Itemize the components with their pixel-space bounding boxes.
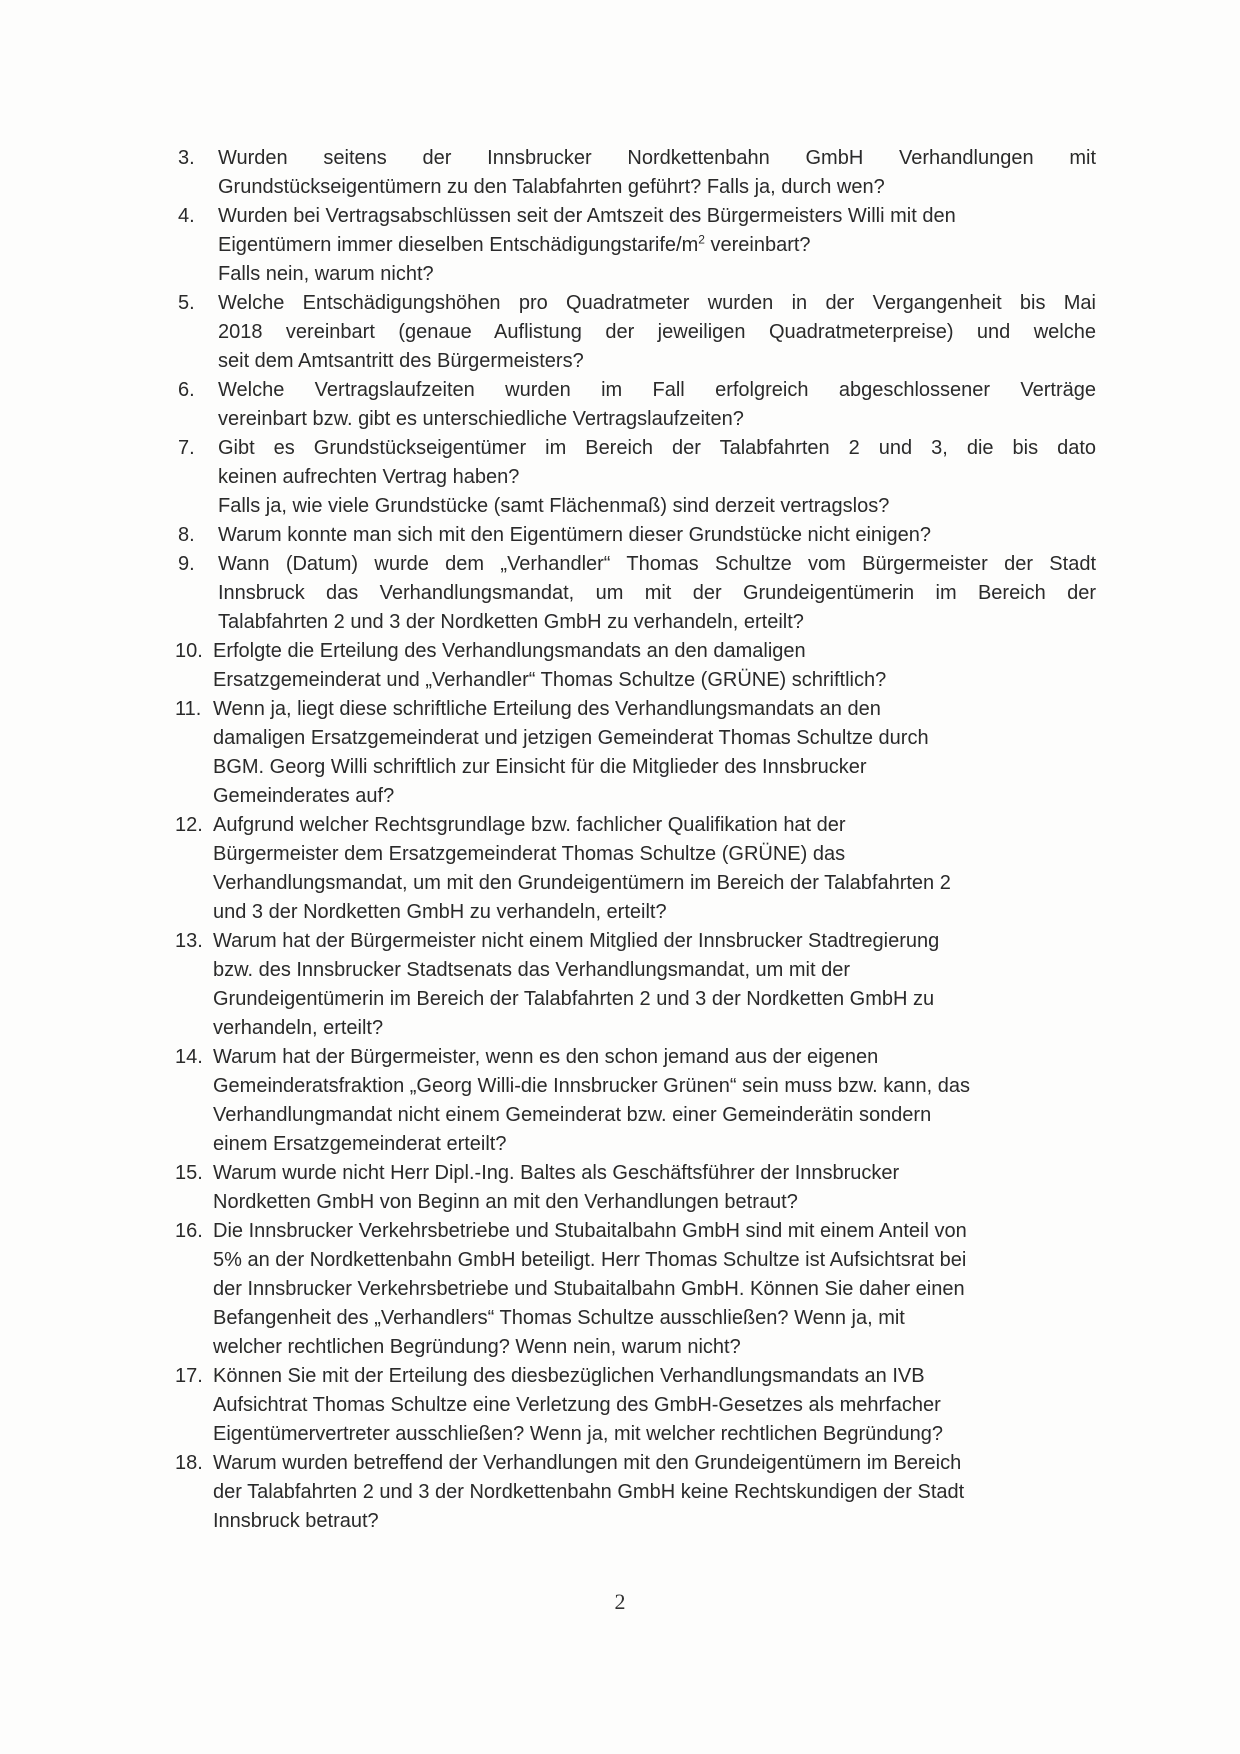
question-text: Können Sie mit der Erteilung des diesbezüglichen Verhandlungsmandats an IVB [213, 1365, 925, 1387]
question-number: 7. [178, 437, 195, 459]
question-text-line [213, 869, 1096, 898]
question-text-line [213, 1449, 1096, 1478]
question-text-line [213, 1275, 1096, 1304]
question-text: Aufsichtrat Thomas Schultze eine Verletzung des GmbH-Gesetzes als mehrfacher [213, 1394, 941, 1416]
question-text: Warum wurde nicht Herr Dipl.-Ing. Baltes als Geschäftsführer der Innsbrucker [213, 1162, 900, 1184]
question-number: 5. [178, 292, 195, 314]
question-item [178, 550, 1096, 637]
question-text: Nordketten GmbH von Beginn an mit den Verhandlungen betraut? [213, 1191, 798, 1213]
question-text: Gibt es Grundstückseigentümer im Bereich der Talabfahrten 2 und 3, die bis dato [218, 437, 1096, 459]
question-text-line [218, 231, 1096, 260]
question-text-line [213, 1391, 1096, 1420]
question-item [178, 521, 1096, 550]
question-text: bzw. des Innsbrucker Stadtsenats das Verhandlungsmandat, um mit der [213, 959, 851, 981]
question-text-line [213, 753, 1096, 782]
question-item [175, 1159, 1096, 1217]
question-text-line [218, 579, 1096, 608]
question-text-line [218, 289, 1096, 318]
question-text-line [213, 1478, 1096, 1507]
question-text-line [213, 1130, 1096, 1159]
question-text: Warum wurden betreffend der Verhandlungen mit den Grundeigentümern im Bereich [213, 1452, 962, 1474]
question-number: 9. [178, 553, 195, 575]
question-number: 12. [175, 814, 203, 836]
question-text-line [213, 1072, 1096, 1101]
question-list [175, 144, 1096, 1536]
question-text: Talabfahrten 2 und 3 der Nordketten GmbH zu verhandeln, erteilt? [218, 611, 804, 633]
question-number: 8. [178, 524, 195, 546]
question-text-line [213, 1101, 1096, 1130]
question-text: Verhandlungsmandat, um mit den Grundeigentümern im Bereich der Talabfahrten 2 [213, 872, 951, 894]
question-item [175, 927, 1096, 1043]
question-text-line [213, 956, 1096, 985]
question-text: 5% an der Nordkettenbahn GmbH beteiligt. Herr Thomas Schultze ist Aufsichtsrat bei [213, 1249, 967, 1271]
question-text: welcher rechtlichen Begründung? Wenn nein, warum nicht? [213, 1336, 741, 1358]
question-text-line [218, 608, 1096, 637]
question-text-line [218, 376, 1096, 405]
question-text: Bürgermeister dem Ersatzgemeinderat Thomas Schultze (GRÜNE) das [213, 843, 846, 865]
question-text: Wann (Datum) wurde dem „Verhandler“ Thomas Schultze vom Bürgermeister der Stadt [218, 553, 1096, 575]
question-number: 10. [175, 640, 203, 662]
question-item [178, 376, 1096, 434]
question-number: 6. [178, 379, 195, 401]
page-number: 2 [614, 1589, 626, 1614]
question-text: Wurden seitens der Innsbrucker Nordkettenbahn GmbH Verhandlungen mit [218, 147, 1096, 169]
question-number: 17. [175, 1365, 203, 1387]
question-text: vereinbart bzw. gibt es unterschiedliche Vertragslaufzeiten? [218, 408, 744, 430]
question-text: verhandeln, erteilt? [213, 1017, 384, 1039]
question-text: Welche Vertragslaufzeiten wurden im Fall erfolgreich abgeschlossener Verträge [218, 379, 1096, 401]
question-number: 14. [175, 1046, 203, 1068]
question-text-line [213, 1333, 1096, 1362]
question-text-line [213, 1217, 1096, 1246]
question-text-suffix: vereinbart? [704, 234, 811, 256]
question-number: 15. [175, 1162, 203, 1184]
question-text-line [213, 1507, 1096, 1536]
question-text-line [213, 637, 1096, 666]
question-item [175, 1362, 1096, 1449]
question-text: Befangenheit des „Verhandlers“ Thomas Schultze ausschließen? Wenn ja, mit [213, 1307, 905, 1329]
question-text-line [218, 173, 1096, 202]
question-text-line [213, 1362, 1096, 1391]
question-text-line [218, 347, 1096, 376]
question-text-line [213, 666, 1096, 695]
question-item [178, 289, 1096, 376]
question-text: Aufgrund welcher Rechtsgrundlage bzw. fachlicher Qualifikation hat der [213, 814, 846, 836]
question-text-line [218, 434, 1096, 463]
question-text: Falls nein, warum nicht? [218, 263, 434, 285]
question-text: BGM. Georg Willi schriftlich zur Einsicht für die Mitglieder des Innsbrucker [213, 756, 867, 778]
question-text-line [213, 782, 1096, 811]
question-text: Warum hat der Bürgermeister, wenn es den schon jemand aus der eigenen [213, 1046, 879, 1068]
question-item [175, 1449, 1096, 1536]
question-item [178, 202, 1096, 289]
question-number: 4. [178, 205, 195, 227]
question-text: einem Ersatzgemeinderat erteilt? [213, 1133, 507, 1155]
question-text-line [213, 898, 1096, 927]
question-item [175, 1043, 1096, 1159]
question-text: Innsbruck das Verhandlungsmandat, um mit der Grundeigentümerin im Bereich der [218, 582, 1096, 604]
question-text: und 3 der Nordketten GmbH zu verhandeln, erteilt? [213, 901, 667, 923]
question-text-line [218, 550, 1096, 579]
question-text: Gemeinderates auf? [213, 785, 395, 807]
question-text-line [213, 1043, 1096, 1072]
question-text: Wurden bei Vertragsabschlüssen seit der Amtszeit des Bürgermeisters Willi mit den [218, 205, 956, 227]
question-text: Grundeigentümerin im Bereich der Talabfahrten 2 und 3 der Nordketten GmbH zu [213, 988, 935, 1010]
question-text: keinen aufrechten Vertrag haben? [218, 466, 520, 488]
question-text-line [218, 521, 1096, 550]
question-text: Die Innsbrucker Verkehrsbetriebe und Stubaitalbahn GmbH sind mit einem Anteil von [213, 1220, 967, 1242]
question-text: Ersatzgemeinderat und „Verhandler“ Thomas Schultze (GRÜNE) schriftlich? [213, 669, 887, 691]
question-text-line [218, 492, 1096, 521]
question-number: 16. [175, 1220, 203, 1242]
question-text: der Innsbrucker Verkehrsbetriebe und Stubaitalbahn GmbH. Können Sie daher einen [213, 1278, 965, 1300]
question-text-line [218, 202, 1096, 231]
question-text-line [213, 1304, 1096, 1333]
question-item [175, 695, 1096, 811]
question-item [175, 1217, 1096, 1362]
question-text: Erfolgte die Erteilung des Verhandlungsmandats an den damaligen [213, 640, 806, 662]
question-number: 18. [175, 1452, 203, 1474]
question-text: Warum konnte man sich mit den Eigentümern dieser Grundstücke nicht einigen? [218, 524, 931, 546]
question-text: Welche Entschädigungshöhen pro Quadratmeter wurden in der Vergangenheit bis Mai [218, 292, 1096, 314]
question-text: der Talabfahrten 2 und 3 der Nordkettenbahn GmbH keine Rechtskundigen der Stadt [213, 1481, 965, 1503]
question-text: Eigentümern immer dieselben Entschädigungstarife/m [218, 234, 699, 256]
question-text: Warum hat der Bürgermeister nicht einem Mitglied der Innsbrucker Stadtregierung [213, 930, 940, 952]
question-text-line [213, 1246, 1096, 1275]
question-text-line [213, 1014, 1096, 1043]
question-item [178, 144, 1096, 202]
question-item [175, 811, 1096, 927]
question-text-line [213, 1420, 1096, 1449]
question-item [178, 434, 1096, 521]
superscript: 2 [698, 232, 705, 247]
question-text-line [213, 724, 1096, 753]
question-text: Wenn ja, liegt diese schriftliche Erteilung des Verhandlungsmandats an den [213, 698, 881, 720]
question-text: seit dem Amtsantritt des Bürgermeisters? [218, 350, 584, 372]
question-text: Falls ja, wie viele Grundstücke (samt Flächenmaß) sind derzeit vertragslos? [218, 495, 890, 517]
question-text-line [213, 1159, 1096, 1188]
question-text-line [213, 927, 1096, 956]
question-text-line [213, 1188, 1096, 1217]
question-text-line [218, 405, 1096, 434]
question-text: Verhandlungmandat nicht einem Gemeinderat bzw. einer Gemeinderätin sondern [213, 1104, 932, 1126]
question-text: Innsbruck betraut? [213, 1510, 379, 1532]
question-item [175, 637, 1096, 695]
question-text-line [213, 695, 1096, 724]
question-number: 3. [178, 147, 195, 169]
question-text-line [218, 144, 1096, 173]
question-text: damaligen Ersatzgemeinderat und jetzigen Gemeinderat Thomas Schultze durch [213, 727, 929, 749]
question-number: 13. [175, 930, 203, 952]
question-text: Grundstückseigentümern zu den Talabfahrten geführt? Falls ja, durch wen? [218, 176, 885, 198]
question-text-line [218, 318, 1096, 347]
question-number: 11. [175, 698, 202, 720]
question-text: 2018 vereinbart (genaue Auflistung der jeweiligen Quadratmeterpreise) und welche [218, 321, 1096, 343]
question-text: Eigentümervertreter ausschließen? Wenn ja, mit welcher rechtlichen Begründung? [213, 1423, 944, 1445]
question-text-line [213, 840, 1096, 869]
question-text-line [213, 811, 1096, 840]
question-text: Gemeinderatsfraktion „Georg Willi-die Innsbrucker Grünen“ sein muss bzw. kann, das [213, 1075, 970, 1097]
question-text-line [218, 463, 1096, 492]
question-text-line [218, 260, 1096, 289]
question-text-line [213, 985, 1096, 1014]
